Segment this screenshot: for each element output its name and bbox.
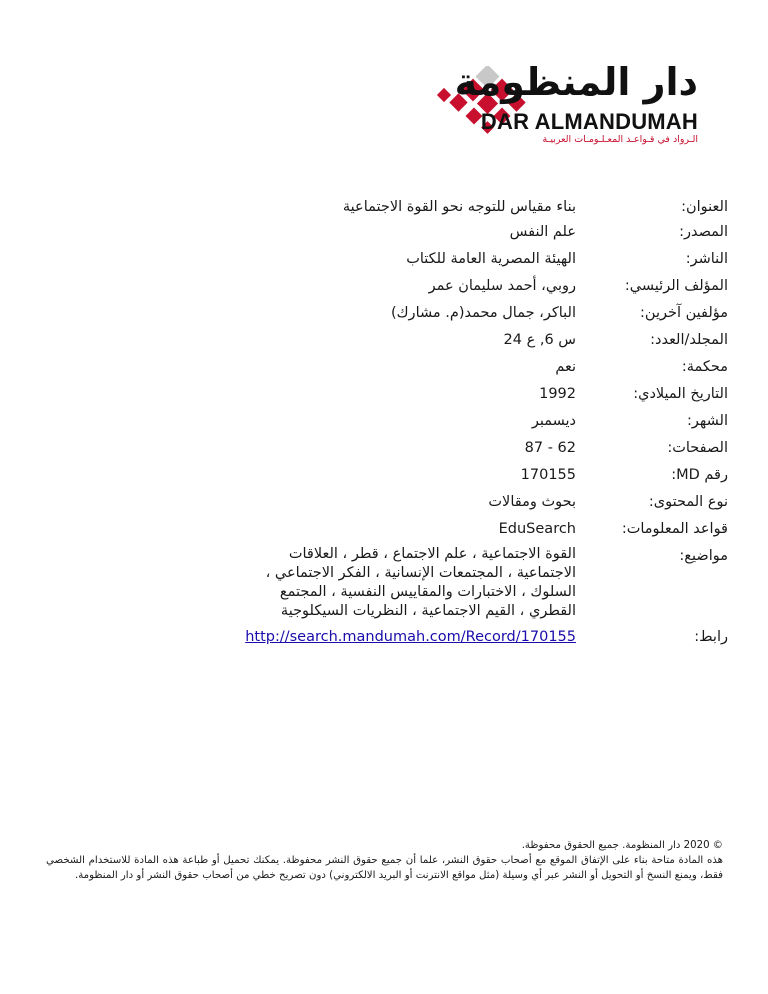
field-value: روبي، أحمد سليمان عمر: [428, 278, 576, 294]
field-value: EduSearch: [498, 521, 576, 537]
field-date: [0, 383, 768, 405]
logo-english-name: DAR ALMANDUMAH: [480, 109, 698, 134]
field-md-number: [0, 464, 768, 486]
field-volume-issue: [0, 329, 768, 351]
field-value: القوة الاجتماعية ، علم الاجتماع ، قطر ، العلاقات الاجتماعية ، المجتمعات الإنسانية ، الفكر الاجتماعي ، السلوك ، الاختبارات والمقاييس النفسية ، المجتمع القطري ، القيم الاجتماعية ، النظريات السيكلوجية: [265, 546, 576, 619]
field-publisher: [0, 248, 768, 270]
field-label: المجلد/العدد:: [650, 332, 728, 348]
field-month: [0, 410, 768, 432]
field-label: العنوان:: [681, 199, 728, 215]
field-content-type: [0, 491, 768, 513]
field-label: رقم MD:: [671, 467, 728, 483]
usage-notice: هذه المادة متاحة بناء على الإتفاق الموقع مع أصحاب حقوق النشر، علما أن جميع حقوق النشر محفوظة. يمكنك تحميل أو طباعة هذه المادة للاستخدام الشخصي فقط، ويمنع النسخ أو التحويل أو النشر عبر أي وسيلة (مثل مواقع الانترنت أو البريد الالكتروني) دون تصريح خطي من أصحاب حقوق النشر أو دار المنظومة.: [46, 855, 723, 881]
field-peer-reviewed: [0, 356, 768, 378]
field-source: [0, 221, 768, 243]
field-value: بحوث ومقالات: [488, 494, 576, 510]
field-label: الشهر:: [687, 413, 728, 429]
field-value: الهيئة المصرية العامة للكتاب: [406, 251, 576, 267]
field-label: محكمة:: [681, 359, 728, 375]
field-value: 62 - 87: [524, 440, 576, 456]
field-label: التاريخ الميلادي:: [633, 386, 728, 402]
field-value: [236, 626, 576, 648]
field-label: نوع المحتوى:: [648, 494, 728, 510]
field-label: المصدر:: [679, 224, 728, 240]
field-value: ديسمبر: [531, 413, 576, 429]
logo-tagline: الـرواد في قـواعـد المعـلـومـات العربيـة: [542, 134, 698, 145]
field-subjects: [0, 545, 768, 621]
field-value: الباكر، جمال محمد(م. مشارك): [390, 305, 576, 321]
field-value: بناء مقياس للتوجه نحو القوة الاجتماعية: [342, 199, 576, 215]
field-pages: [0, 437, 768, 459]
field-link: [0, 626, 768, 648]
field-label: الصفحات:: [667, 440, 728, 456]
copyright-line: © 2020 دار المنظومة. جميع الحقوق محفوظة.: [521, 840, 723, 851]
logo-arabic-name: دار المنظومة: [454, 60, 698, 104]
field-value: س 6, ع 24: [503, 332, 576, 348]
field-label: قواعد المعلومات:: [621, 521, 728, 537]
publisher-logo: [430, 60, 700, 176]
field-label: المؤلف الرئيسي:: [624, 278, 728, 294]
field-value: 170155: [520, 467, 576, 483]
field-value: علم النفس: [509, 224, 576, 240]
field-label: الناشر:: [685, 251, 728, 267]
field-value: 1992: [539, 386, 576, 402]
field-label: رابط:: [694, 629, 728, 645]
field-label: مؤلفين آخرين:: [640, 305, 728, 321]
record-metadata: [0, 196, 768, 648]
field-main-author: [0, 275, 768, 297]
field-title: [0, 196, 768, 218]
field-other-authors: [0, 302, 768, 324]
record-link[interactable]: http://search.mandumah.com/Record/170155: [245, 629, 576, 645]
field-label: مواضيع:: [679, 548, 728, 564]
field-value: نعم: [555, 359, 576, 375]
field-databases: [0, 518, 768, 540]
copyright-footer: [46, 838, 723, 883]
